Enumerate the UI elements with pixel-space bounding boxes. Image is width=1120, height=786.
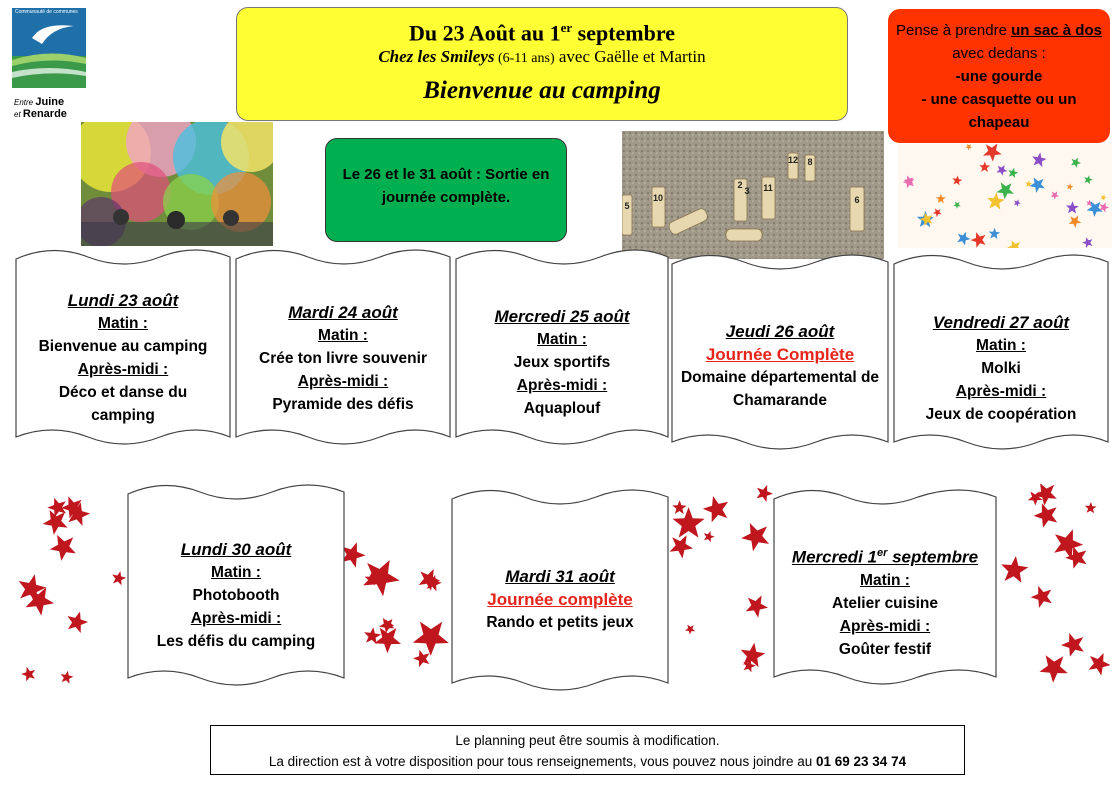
pin-2: 2 bbox=[737, 180, 743, 190]
full-day-activity: Domaine départemental de Chamarande bbox=[680, 369, 880, 409]
reminder-intro: Pense à prendre un sac à dos avec dedans : bbox=[896, 22, 1102, 62]
day-title: Mercredi 25 août bbox=[494, 307, 630, 326]
pin-3: 3 bbox=[744, 186, 750, 196]
reminder-box bbox=[888, 9, 1110, 143]
red-star-shape bbox=[704, 531, 715, 542]
day-title: Vendredi 27 août bbox=[932, 313, 1070, 332]
red-star-shape bbox=[1031, 586, 1052, 608]
morning-label: Matin : bbox=[211, 564, 261, 581]
pin-11: 11 bbox=[763, 183, 773, 193]
red-star-shape bbox=[26, 587, 54, 615]
red-star-shape bbox=[685, 625, 695, 635]
day-card-tuesday-24 bbox=[232, 245, 454, 450]
day-card-wednesday-25 bbox=[452, 245, 672, 450]
red-star-shape bbox=[1001, 556, 1028, 583]
red-stars-decoration-mid-left bbox=[342, 484, 452, 694]
pin-10: 10 bbox=[652, 193, 664, 203]
red-star-shape bbox=[413, 622, 449, 656]
logo-line1: Entre Juine bbox=[14, 96, 65, 108]
day-title: Mardi 24 août bbox=[288, 303, 398, 322]
day-card-friday-27 bbox=[890, 250, 1112, 455]
full-day-label: Journée Complète bbox=[705, 345, 855, 364]
red-star-shape bbox=[1061, 633, 1084, 657]
logo-mark bbox=[12, 8, 86, 88]
logo-line2: et Renarde bbox=[14, 108, 67, 120]
red-star-shape bbox=[68, 612, 89, 634]
afternoon-label: Après-midi : bbox=[516, 377, 608, 394]
color-powder-photo bbox=[81, 122, 273, 246]
red-star-shape bbox=[1040, 655, 1068, 683]
morning-activity: Photobooth bbox=[192, 587, 280, 604]
phone-number: 01 69 23 34 74 bbox=[816, 754, 907, 769]
molkky-photo bbox=[622, 131, 884, 259]
red-star-shape bbox=[1034, 503, 1058, 528]
red-star-shape bbox=[703, 496, 728, 522]
red-star-shape bbox=[50, 535, 76, 561]
day-title: Mercredi 1er septembre bbox=[791, 547, 979, 567]
footer-notice bbox=[210, 725, 965, 775]
afternoon-activity: Les défis du camping bbox=[156, 633, 316, 650]
day-card-thursday-26 bbox=[668, 250, 892, 455]
outing-notice: Le 26 et le 31 août : Sortie en journée complète. bbox=[325, 138, 567, 242]
day-title: Lundi 30 août bbox=[180, 540, 292, 559]
red-star-shape bbox=[413, 650, 430, 667]
footer-line1: Le planning peut être soumis à modification. bbox=[455, 733, 720, 748]
afternoon-label: Après-midi : bbox=[839, 617, 931, 635]
red-star-shape bbox=[374, 628, 401, 654]
red-star-shape bbox=[1085, 502, 1097, 513]
day-card-monday-23 bbox=[12, 245, 234, 450]
reminder-item-casquette: - une casquette ou un chapeau bbox=[921, 91, 1077, 131]
morning-activity: Molki bbox=[981, 360, 1021, 377]
colorful-stars-image bbox=[898, 144, 1112, 248]
red-star-shape bbox=[741, 523, 769, 551]
afternoon-activity: Pyramide des défis bbox=[272, 396, 414, 413]
title-box bbox=[236, 7, 848, 121]
full-day-activity: Rando et petits jeux bbox=[486, 614, 634, 631]
afternoon-activity: Aquaplouf bbox=[523, 400, 601, 417]
day-card-monday-30 bbox=[124, 480, 348, 692]
red-stars-decoration-left bbox=[16, 484, 128, 694]
day-title: Lundi 23 août bbox=[67, 291, 179, 310]
day-card-wednesday-1 bbox=[770, 485, 1000, 690]
red-stars-decoration-mid-right bbox=[668, 484, 776, 694]
pin-5: 5 bbox=[624, 201, 630, 211]
red-star-shape bbox=[21, 667, 35, 682]
red-star-shape bbox=[419, 569, 441, 591]
afternoon-label: Après-midi : bbox=[297, 373, 389, 390]
red-star-shape bbox=[741, 643, 766, 668]
logo-small-text: Communauté de communes bbox=[15, 9, 78, 15]
morning-activity: Bienvenue au camping bbox=[38, 338, 208, 355]
logo bbox=[12, 8, 88, 120]
morning-label: Matin : bbox=[98, 315, 148, 332]
red-star-shape bbox=[670, 535, 693, 558]
red-star-shape bbox=[672, 500, 686, 514]
morning-activity: Jeux sportifs bbox=[513, 354, 611, 371]
morning-label: Matin : bbox=[318, 327, 368, 344]
theme-title: Bienvenue au camping bbox=[423, 77, 661, 105]
afternoon-activity: Goûter festif bbox=[838, 640, 932, 658]
afternoon-label: Après-midi : bbox=[955, 383, 1047, 400]
dates-title: Du 23 Août au 1er septembre bbox=[409, 20, 675, 46]
morning-label: Matin : bbox=[537, 331, 587, 348]
morning-activity: Atelier cuisine bbox=[832, 594, 938, 612]
afternoon-label: Après-midi : bbox=[190, 610, 282, 627]
afternoon-activity: Déco et danse du camping bbox=[58, 384, 188, 424]
morning-label: Matin : bbox=[976, 337, 1026, 354]
day-title: Jeudi 26 août bbox=[725, 322, 835, 341]
full-day-label: Journée complète bbox=[487, 590, 633, 609]
red-star-shape bbox=[746, 595, 768, 617]
red-stars-decoration-right bbox=[998, 484, 1110, 694]
footer-line2: La direction est à votre disposition pour tous renseignements, vous pouvez nous joindre au 01 69 23 34 74 bbox=[268, 754, 907, 769]
pin-8: 8 bbox=[807, 157, 813, 167]
red-star-shape bbox=[1089, 653, 1110, 676]
morning-label: Matin : bbox=[860, 571, 910, 589]
day-title: Mardi 31 août bbox=[505, 567, 615, 586]
group-line: Chez les Smileys (6-11 ans) avec Gaëlle et Martin bbox=[378, 47, 706, 67]
red-star-shape bbox=[61, 671, 74, 684]
pin-12: 12 bbox=[787, 155, 799, 165]
pin-6: 6 bbox=[854, 195, 860, 205]
reminder-item-gourde: -une gourde bbox=[955, 68, 1043, 85]
morning-activity: Crée ton livre souvenir bbox=[259, 350, 427, 367]
afternoon-label: Après-midi : bbox=[77, 361, 169, 378]
day-card-tuesday-31 bbox=[448, 485, 672, 697]
afternoon-activity: Jeux de coopération bbox=[925, 406, 1077, 423]
